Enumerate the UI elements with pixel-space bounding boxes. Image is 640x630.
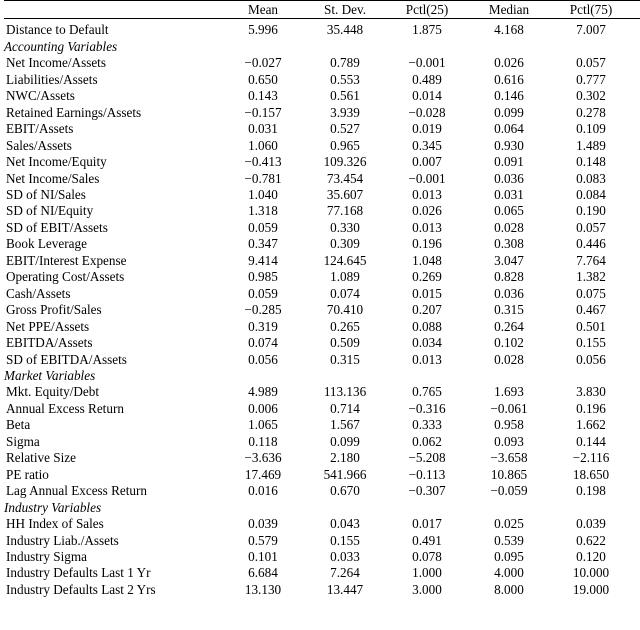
- row-value: 35.448: [326, 22, 364, 38]
- row-label: Net Income/Equity: [6, 154, 107, 170]
- row-value: 0.765: [412, 384, 442, 400]
- row-label: EBITDA/Assets: [6, 335, 93, 351]
- row-value: 0.958: [494, 417, 524, 433]
- row-value: 0.714: [330, 400, 360, 416]
- header-blank: [4, 2, 222, 19]
- table-row: [4, 434, 640, 450]
- row-value: 1.318: [248, 203, 278, 219]
- row-value: 0.057: [576, 55, 606, 71]
- row-value: 0.622: [576, 532, 606, 548]
- row-label: EBIT/Assets: [6, 121, 74, 137]
- row-value: 1.089: [330, 269, 360, 285]
- header-median: Median: [488, 2, 530, 17]
- table-row: [4, 516, 640, 532]
- table-row: [4, 88, 640, 104]
- row-value: 0.190: [576, 203, 606, 219]
- row-value: 0.207: [412, 302, 442, 318]
- row-value: 0.527: [330, 121, 360, 137]
- table-row: [4, 72, 640, 88]
- row-value: 0.330: [330, 219, 360, 235]
- header-pctl25: Pctl(25): [405, 2, 449, 17]
- row-value: 0.036: [494, 285, 524, 301]
- row-value: 35.607: [326, 186, 364, 202]
- row-value: 0.467: [576, 302, 606, 318]
- table-row: [4, 55, 640, 71]
- row-value: 1.000: [412, 565, 442, 581]
- row-value: 0.065: [494, 203, 524, 219]
- row-value: −0.001: [408, 55, 446, 71]
- table-row: [4, 450, 640, 466]
- row-value: 0.109: [576, 121, 606, 137]
- row-value: 0.198: [576, 483, 606, 499]
- row-value: 0.031: [494, 186, 524, 202]
- table-body: [4, 1, 640, 599]
- row-value: 0.539: [494, 532, 524, 548]
- row-value: 3.047: [494, 252, 524, 268]
- row-value: 0.028: [494, 219, 524, 235]
- row-value: 0.093: [494, 433, 524, 449]
- table-row: [4, 319, 640, 335]
- row-value: 3.939: [330, 104, 360, 120]
- row-value: 0.491: [412, 532, 442, 548]
- header-mean: Mean: [247, 2, 279, 17]
- row-value: 0.345: [412, 137, 442, 153]
- row-value: 0.083: [576, 170, 606, 186]
- row-value: −0.413: [244, 154, 282, 170]
- row-value: 0.059: [248, 285, 278, 301]
- row-value: −0.316: [408, 400, 446, 416]
- row-value: 541.966: [323, 466, 367, 482]
- group-title: Accounting Variables: [4, 38, 118, 54]
- row-value: 0.144: [576, 433, 606, 449]
- row-value: 0.196: [412, 236, 442, 252]
- row-value: 0.056: [576, 351, 606, 367]
- table-row: [4, 401, 640, 417]
- row-value: 113.136: [323, 384, 367, 400]
- row-label: Sigma: [6, 433, 40, 449]
- row-value: 0.828: [494, 269, 524, 285]
- row-value: −0.028: [408, 104, 446, 120]
- row-value: 4.000: [494, 565, 524, 581]
- group-heading: [4, 368, 640, 384]
- table-row: [4, 483, 640, 499]
- row-value: 0.265: [330, 318, 360, 334]
- group-title: Market Variables: [4, 367, 96, 383]
- row-value: 0.099: [494, 104, 524, 120]
- row-label: Annual Excess Return: [6, 400, 124, 416]
- row-value: 0.561: [330, 88, 360, 104]
- row-value: 5.996: [248, 22, 278, 38]
- row-value: 3.830: [576, 384, 606, 400]
- row-value: 8.000: [494, 581, 524, 597]
- table-row: [4, 565, 640, 581]
- row-label: Cash/Assets: [6, 285, 71, 301]
- row-value: 7.764: [576, 252, 606, 268]
- row-value: 0.965: [330, 137, 360, 153]
- row-value: 0.099: [330, 433, 360, 449]
- row-label: Industry Defaults Last 2 Yrs: [6, 581, 156, 597]
- row-value: 0.146: [494, 88, 524, 104]
- row-label: SD of EBITDA/Assets: [6, 351, 127, 367]
- table-row: [4, 203, 640, 219]
- row-value: −2.116: [572, 450, 610, 466]
- row-value: 0.016: [248, 483, 278, 499]
- row-value: 0.064: [494, 121, 524, 137]
- row-value: 1.382: [576, 269, 606, 285]
- row-value: 0.026: [412, 203, 442, 219]
- table-row: [4, 582, 640, 598]
- row-label: Lag Annual Excess Return: [6, 483, 147, 499]
- row-value: 0.155: [330, 532, 360, 548]
- row-value: 13.130: [244, 581, 282, 597]
- row-value: 3.000: [412, 581, 442, 597]
- row-value: 0.553: [330, 71, 360, 87]
- row-value: 0.039: [248, 516, 278, 532]
- table-row: [4, 549, 640, 565]
- table-row: [4, 105, 640, 121]
- row-value: 0.075: [576, 285, 606, 301]
- table-row: [4, 352, 640, 368]
- row-label: Distance to Default: [6, 22, 109, 38]
- row-value: 7.007: [576, 22, 606, 38]
- table-row: [4, 302, 640, 318]
- row-label: Mkt. Equity/Debt: [6, 384, 100, 400]
- row-value: 1.060: [248, 137, 278, 153]
- table-row: [4, 253, 640, 269]
- row-value: 77.168: [326, 203, 364, 219]
- table-row: [4, 286, 640, 302]
- row-value: 7.264: [330, 565, 360, 581]
- row-value: 124.645: [323, 252, 367, 268]
- row-label: SD of NI/Sales: [6, 186, 86, 202]
- header-st-dev: St. Dev.: [323, 2, 366, 17]
- row-value: 0.007: [412, 154, 442, 170]
- row-value: 19.000: [572, 581, 610, 597]
- row-value: 0.015: [412, 285, 442, 301]
- row-value: 0.302: [576, 88, 606, 104]
- row-label: Liabilities/Assets: [6, 71, 98, 87]
- row-label: Beta: [6, 417, 31, 433]
- row-value: 0.095: [494, 548, 524, 564]
- row-value: 0.039: [576, 516, 606, 532]
- row-label: EBIT/Interest Expense: [6, 252, 127, 268]
- row-value: 13.447: [326, 581, 364, 597]
- row-value: 0.091: [494, 154, 524, 170]
- table-row: [4, 384, 640, 400]
- table-row: [4, 171, 640, 187]
- row-value: 0.278: [576, 104, 606, 120]
- row-value: 1.567: [330, 417, 360, 433]
- row-value: −0.001: [408, 170, 446, 186]
- row-value: 0.155: [576, 335, 606, 351]
- row-value: 0.118: [248, 433, 278, 449]
- table-row: [4, 220, 640, 236]
- group-heading: [4, 39, 640, 55]
- row-value: −0.027: [244, 55, 282, 71]
- row-value: 0.101: [248, 548, 278, 564]
- row-value: −3.658: [490, 450, 528, 466]
- row-value: 0.579: [248, 532, 278, 548]
- row-value: 0.269: [412, 269, 442, 285]
- row-value: 0.028: [494, 351, 524, 367]
- row-value: 0.084: [576, 186, 606, 202]
- row-label: Sales/Assets: [6, 137, 72, 153]
- row-value: 0.043: [330, 516, 360, 532]
- row-value: 0.036: [494, 170, 524, 186]
- row-value: 1.065: [248, 417, 278, 433]
- row-value: 1.048: [412, 252, 442, 268]
- row-label: Relative Size: [6, 450, 76, 466]
- row-label: Operating Cost/Assets: [6, 269, 125, 285]
- group-title: Industry Variables: [4, 499, 102, 515]
- row-value: 0.264: [494, 318, 524, 334]
- table-row: [4, 154, 640, 170]
- row-value: 4.989: [248, 384, 278, 400]
- row-value: 0.509: [330, 335, 360, 351]
- row-value: −0.059: [490, 483, 528, 499]
- column-header-row: [4, 2, 640, 19]
- row-value: 1.662: [576, 417, 606, 433]
- row-value: 0.014: [412, 88, 442, 104]
- row-value: 0.025: [494, 516, 524, 532]
- row-value: 0.930: [494, 137, 524, 153]
- row-value: 0.319: [248, 318, 278, 334]
- row-value: 0.062: [412, 433, 442, 449]
- row-label: NWC/Assets: [6, 88, 75, 104]
- row-value: 18.650: [572, 466, 610, 482]
- row-value: 0.501: [576, 318, 606, 334]
- row-value: 17.469: [244, 466, 282, 482]
- row-value: 1.489: [576, 137, 606, 153]
- row-label: Industry Defaults Last 1 Yr: [6, 565, 151, 581]
- row-value: 0.057: [576, 219, 606, 235]
- summary-statistics-table: [4, 0, 640, 598]
- header-pctl75: Pctl(75): [569, 2, 613, 17]
- table-row: [4, 269, 640, 285]
- row-value: 0.074: [248, 335, 278, 351]
- table-row: [4, 417, 640, 433]
- row-label: Net Income/Assets: [6, 55, 106, 71]
- table-row: [4, 187, 640, 203]
- row-value: −0.061: [490, 400, 528, 416]
- row-value: 0.616: [494, 71, 524, 87]
- row-label: PE ratio: [6, 466, 49, 482]
- row-value: 0.088: [412, 318, 442, 334]
- table-row: [4, 138, 640, 154]
- row-value: 0.777: [576, 71, 606, 87]
- row-label: Book Leverage: [6, 236, 87, 252]
- row-value: 0.120: [576, 548, 606, 564]
- row-value: 109.326: [323, 154, 367, 170]
- row-value: −5.208: [408, 450, 446, 466]
- row-label: Industry Liab./Assets: [6, 532, 119, 548]
- row-value: −0.307: [408, 483, 446, 499]
- row-value: 0.789: [330, 55, 360, 71]
- table-row: [4, 22, 640, 38]
- row-value: 73.454: [326, 170, 364, 186]
- row-value: 0.347: [248, 236, 278, 252]
- row-value: 0.650: [248, 71, 278, 87]
- row-value: 2.180: [330, 450, 360, 466]
- table-row: [4, 121, 640, 137]
- table-row: [4, 335, 640, 351]
- row-value: −0.781: [244, 170, 282, 186]
- row-value: 0.006: [248, 400, 278, 416]
- row-value: 0.315: [494, 302, 524, 318]
- row-label: Industry Sigma: [6, 548, 87, 564]
- row-value: 0.670: [330, 483, 360, 499]
- row-value: 0.309: [330, 236, 360, 252]
- row-value: 0.019: [412, 121, 442, 137]
- row-value: −0.157: [244, 104, 282, 120]
- row-label: SD of EBIT/Assets: [6, 219, 108, 235]
- row-value: 0.148: [576, 154, 606, 170]
- row-label: SD of NI/Equity: [6, 203, 94, 219]
- group-heading: [4, 500, 640, 516]
- row-value: 9.414: [248, 252, 278, 268]
- row-value: −0.285: [244, 302, 282, 318]
- row-value: 0.078: [412, 548, 442, 564]
- row-value: 1.040: [248, 186, 278, 202]
- row-value: 0.074: [330, 285, 360, 301]
- row-value: 1.693: [494, 384, 524, 400]
- row-value: 0.102: [494, 335, 524, 351]
- row-value: 10.865: [490, 466, 528, 482]
- row-value: 0.315: [330, 351, 360, 367]
- row-value: 4.168: [494, 22, 524, 38]
- row-value: −0.113: [408, 466, 446, 482]
- row-label: Gross Profit/Sales: [6, 302, 102, 318]
- table-row: [4, 467, 640, 483]
- row-value: 0.017: [412, 516, 442, 532]
- table-row: [4, 533, 640, 549]
- row-value: 0.013: [412, 186, 442, 202]
- row-label: Net Income/Sales: [6, 170, 100, 186]
- row-value: 0.034: [412, 335, 442, 351]
- row-value: 0.013: [412, 351, 442, 367]
- row-value: 0.056: [248, 351, 278, 367]
- row-value: 0.196: [576, 400, 606, 416]
- row-value: 0.026: [494, 55, 524, 71]
- row-value: 0.308: [494, 236, 524, 252]
- row-value: 0.333: [412, 417, 442, 433]
- row-label: HH Index of Sales: [6, 516, 104, 532]
- row-value: 0.031: [248, 121, 278, 137]
- row-value: 70.410: [326, 302, 364, 318]
- row-value: 1.875: [412, 22, 442, 38]
- row-label: Net PPE/Assets: [6, 318, 90, 334]
- row-value: 10.000: [572, 565, 610, 581]
- row-label: Retained Earnings/Assets: [6, 104, 142, 120]
- row-value: 0.489: [412, 71, 442, 87]
- row-value: 0.985: [248, 269, 278, 285]
- row-value: −3.636: [244, 450, 282, 466]
- row-value: 0.446: [576, 236, 606, 252]
- row-value: 0.033: [330, 548, 360, 564]
- table-row: [4, 236, 640, 252]
- row-value: 0.143: [248, 88, 278, 104]
- row-value: 0.059: [248, 219, 278, 235]
- row-value: 6.684: [248, 565, 278, 581]
- row-value: 0.013: [412, 219, 442, 235]
